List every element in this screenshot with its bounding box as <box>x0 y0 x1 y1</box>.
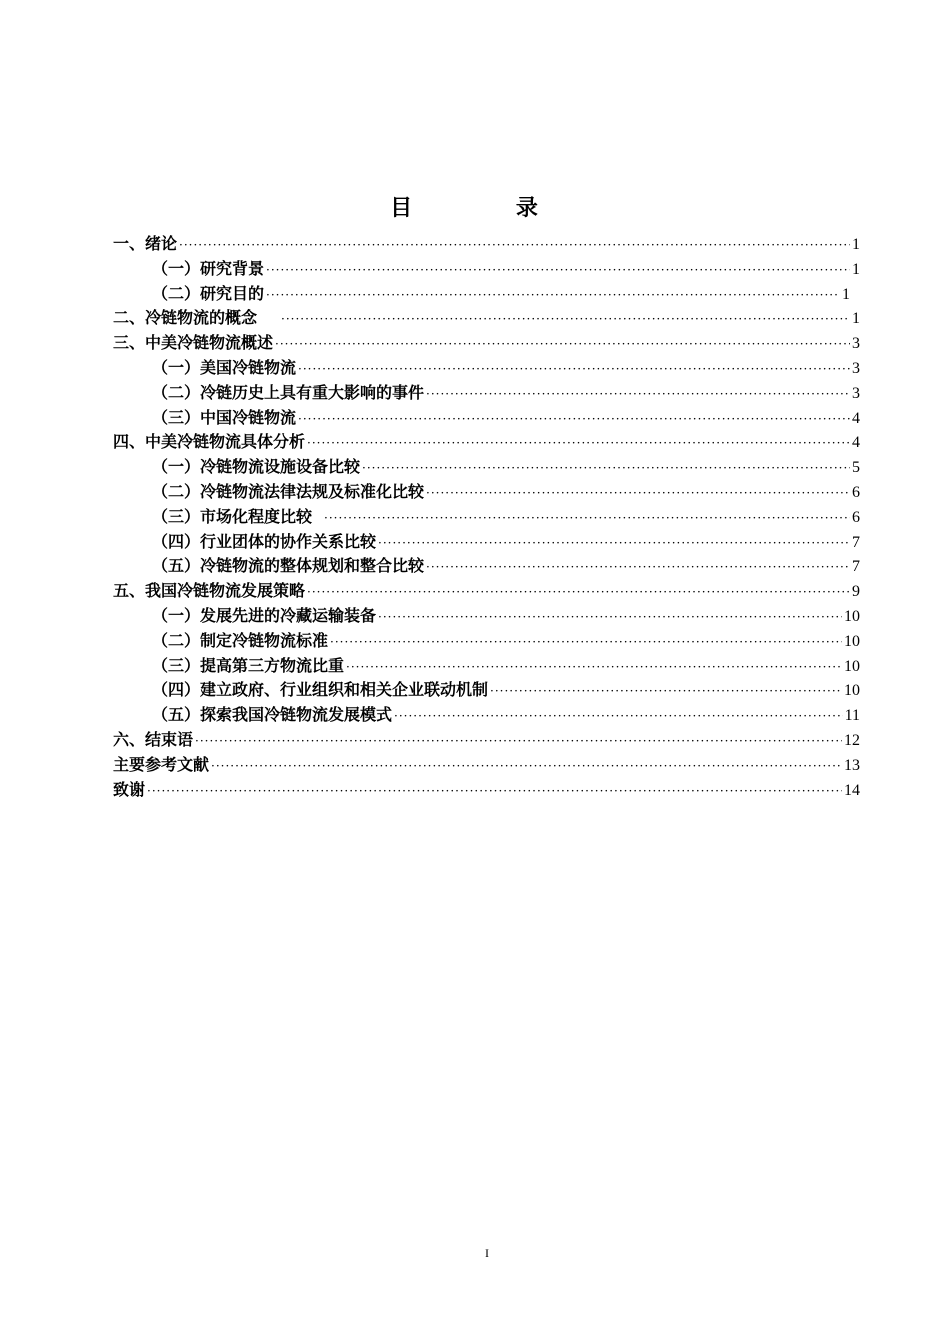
toc-leader-dots <box>490 679 842 704</box>
toc-entry-page: 10 <box>844 607 860 625</box>
toc-entry-label: 二、冷链物流的概念 <box>113 308 258 328</box>
toc-entry-page: 10 <box>844 682 860 700</box>
toc-entry[interactable] <box>113 654 860 679</box>
toc-leader-dots <box>298 407 850 432</box>
toc-entry-page: 6 <box>852 508 860 526</box>
toc-leader-dots <box>346 655 842 680</box>
toc-entry-label: （一）美国冷链物流 <box>152 357 297 377</box>
toc-entry[interactable] <box>113 381 860 406</box>
toc-entry-label: （四）建立政府、行业组织和相关企业联动机制 <box>152 680 489 700</box>
toc-entry-label: （二）制定冷链物流标准 <box>152 630 329 650</box>
toc-leader-dots <box>281 307 850 332</box>
toc-leader-dots <box>324 506 850 531</box>
toc-leader-dots <box>307 431 850 456</box>
toc-entry-page: 4 <box>852 434 860 452</box>
toc-entry-label: 一、绪论 <box>113 234 178 253</box>
table-of-contents <box>113 232 860 802</box>
toc-leader-dots <box>330 630 842 655</box>
toc-entry-page: 4 <box>852 409 860 427</box>
toc-entry-page: 3 <box>852 384 860 402</box>
toc-entry-label: （一）研究背景 <box>152 258 265 278</box>
toc-entry[interactable] <box>113 728 860 753</box>
toc-entry[interactable] <box>113 629 860 654</box>
toc-leader-dots <box>378 531 850 556</box>
toc-leader-dots <box>266 283 840 308</box>
toc-entry-label: （二）冷链物流法律法规及标准化比较 <box>152 481 425 501</box>
toc-entry-label: （二）冷链历史上具有重大影响的事件 <box>152 382 425 402</box>
toc-entry-label: （三）市场化程度比较 <box>152 506 313 526</box>
toc-entry-page: 1 <box>852 310 860 328</box>
toc-entry-page: 3 <box>852 359 860 377</box>
toc-entry-label: （二）研究目的 <box>152 283 265 303</box>
toc-entry[interactable] <box>113 257 860 282</box>
toc-entry-page: 1 <box>842 285 850 303</box>
toc-entry[interactable] <box>113 430 860 455</box>
toc-leader-dots <box>307 580 850 605</box>
toc-entry-page: 5 <box>852 459 860 477</box>
toc-entry[interactable] <box>113 331 860 356</box>
toc-entry-page: 3 <box>852 335 860 353</box>
toc-leader-dots <box>426 555 850 580</box>
toc-entry-label: （三）中国冷链物流 <box>152 407 297 427</box>
toc-entry[interactable] <box>113 579 860 604</box>
toc-entry-page: 9 <box>852 583 860 601</box>
toc-leader-dots <box>426 382 850 407</box>
toc-leader-dots <box>195 729 842 754</box>
toc-entry-page: 12 <box>844 731 860 749</box>
toc-entry-label: （一）冷链物流设施设备比较 <box>152 457 361 477</box>
toc-entry[interactable] <box>113 356 860 381</box>
toc-entry-label: 主要参考文献 <box>113 754 210 774</box>
toc-leader-dots <box>211 754 842 779</box>
toc-entry-page: 6 <box>852 483 860 501</box>
page-number: I <box>485 1246 489 1260</box>
toc-entry-label: 致谢 <box>113 779 146 799</box>
toc-entry-page: 10 <box>844 632 860 650</box>
toc-entry-label: （五）探索我国冷链物流发展模式 <box>152 705 393 725</box>
toc-leader-dots <box>378 605 842 630</box>
toc-entry-label: 五、我国冷链物流发展策略 <box>113 581 306 601</box>
toc-entry-page: 11 <box>844 707 860 725</box>
toc-entry-page: 13 <box>844 756 860 774</box>
toc-entry-page: 10 <box>844 657 860 675</box>
toc-entry[interactable] <box>113 703 860 728</box>
toc-entry-page: 14 <box>844 781 860 799</box>
toc-leader-dots <box>275 332 850 357</box>
toc-entry[interactable] <box>113 530 860 555</box>
toc-leader-dots <box>426 481 850 506</box>
toc-entry[interactable] <box>113 505 860 530</box>
toc-entry-label: 六、结束语 <box>113 729 194 749</box>
toc-leader-dots <box>394 704 843 729</box>
toc-entry[interactable] <box>113 282 860 307</box>
toc-entry-label: （三）提高第三方物流比重 <box>152 655 345 675</box>
toc-entry-page: 1 <box>852 236 860 253</box>
toc-leader-dots <box>298 357 850 382</box>
toc-entry-label: 三、中美冷链物流概述 <box>113 333 274 353</box>
toc-leader-dots <box>266 258 850 283</box>
toc-entry[interactable] <box>113 306 860 331</box>
toc-entry[interactable] <box>113 604 860 629</box>
toc-entry[interactable] <box>113 406 860 431</box>
toc-entry[interactable] <box>113 455 860 480</box>
toc-entry[interactable] <box>113 554 860 579</box>
toc-entry[interactable] <box>113 232 860 257</box>
toc-entry[interactable] <box>113 778 860 803</box>
toc-entry[interactable] <box>113 678 860 703</box>
toc-entry-label: （一）发展先进的冷藏运输装备 <box>152 605 377 625</box>
toc-entry-label: （五）冷链物流的整体规划和整合比较 <box>152 556 425 576</box>
toc-entry-page: 7 <box>852 558 860 576</box>
toc-entry-label: 四、中美冷链物流具体分析 <box>113 432 306 452</box>
toc-title: 目 录 <box>390 195 586 221</box>
toc-entry[interactable] <box>113 753 860 778</box>
toc-entry[interactable] <box>113 480 860 505</box>
toc-leader-dots <box>362 456 850 481</box>
toc-entry-label: （四）行业团体的协作关系比较 <box>152 531 377 551</box>
toc-entry-page: 1 <box>852 260 860 278</box>
toc-leader-dots <box>147 779 842 804</box>
toc-leader-dots <box>179 233 850 258</box>
toc-entry-page: 7 <box>852 533 860 551</box>
